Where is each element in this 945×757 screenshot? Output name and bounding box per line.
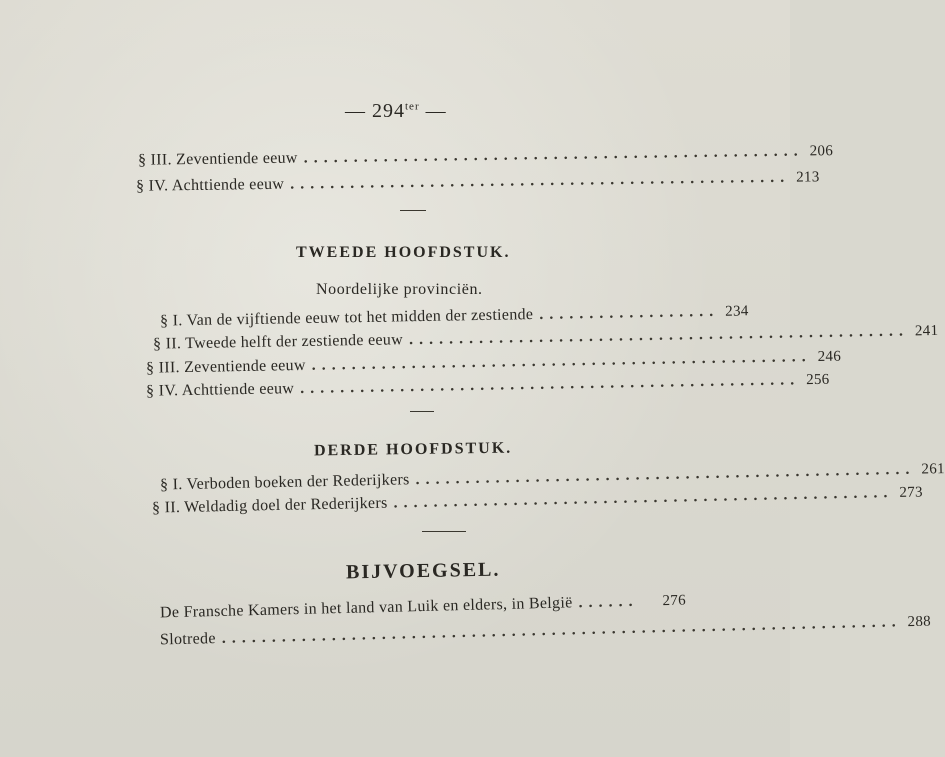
dot-leader: ..................................................	[303, 142, 804, 167]
toc-entry	[160, 592, 686, 623]
toc-entry-label: § II. Tweede helft der zestiende eeuw	[152, 331, 404, 353]
dot-leader: ..................................................	[300, 371, 801, 398]
section-divider	[410, 411, 434, 412]
toc-entry-label: De Fransche Kamers in het land van Luik en elders, in België	[159, 594, 573, 622]
dot-leader: ..................................................	[393, 484, 894, 512]
page-number	[345, 100, 447, 123]
toc-entry-page: 206	[809, 143, 834, 160]
toc-entry	[135, 168, 820, 196]
toc-entry-label: Slotrede	[159, 630, 216, 649]
section-divider	[422, 531, 466, 532]
dot-leader: ....................................................................	[221, 613, 902, 647]
toc-entry-page: 288	[907, 613, 932, 631]
toc-entry-label: § II. Weldadig doel der Rederijkers	[151, 494, 388, 517]
toc-entry-page: 234	[725, 303, 749, 320]
toc-entry-page: 276	[662, 592, 687, 610]
toc-entry-label: § III. Zeventiende eeuw	[137, 149, 298, 169]
dot-leader: ..................	[539, 302, 720, 323]
dot-leader: ..................................................	[408, 322, 910, 349]
toc-entry	[137, 142, 834, 170]
page-number-dash: —	[425, 100, 447, 122]
toc-entry-label: § IV. Achttiende eeuw	[145, 380, 295, 400]
toc-entry-page: 213	[796, 169, 820, 186]
toc-entry	[152, 322, 939, 353]
toc-entry-page: 273	[899, 484, 923, 501]
chapter-title: TWEEDE HOOFDSTUK.	[296, 244, 511, 261]
toc-entry-page: 261	[921, 461, 945, 478]
toc-entry-page: 256	[806, 371, 830, 389]
chapter-title: DERDE HOOFDSTUK.	[313, 439, 513, 460]
toc-entry-page: 246	[817, 348, 842, 365]
chapter-subtitle: Noordelijke provinciën.	[316, 281, 483, 298]
toc-entry	[159, 613, 932, 650]
section-divider	[400, 210, 426, 211]
appendix-title: BIJVOEGSEL.	[345, 558, 501, 584]
toc-entry	[145, 371, 830, 400]
toc-entry-page: 241	[914, 322, 939, 340]
toc-entry-label: § I. Van de vijftiende eeuw tot het midden der zestiende	[159, 306, 534, 330]
toc-entry-label: § IV. Achttiende eeuw	[135, 175, 285, 195]
dot-leader: ..................................................	[290, 168, 791, 193]
dot-leader: ..................................................	[311, 348, 812, 374]
toc-entry-label: § I. Verboden boeken der Rederijkers	[159, 471, 410, 494]
dot-leader: ......	[578, 592, 639, 612]
toc-entry-label: § III. Zeventiende eeuw	[145, 356, 306, 377]
page-number-suffix: ter	[405, 100, 420, 113]
toc-entry	[159, 302, 749, 330]
page-number-main: — 294	[345, 100, 405, 122]
dot-leader: ..................................................	[415, 460, 916, 489]
toc-entry	[145, 348, 842, 377]
